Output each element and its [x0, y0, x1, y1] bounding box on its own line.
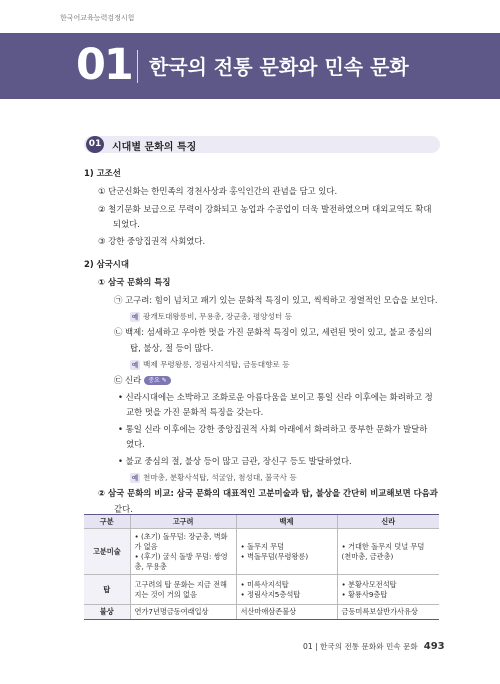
goguryeo-example-text: 광개토대왕릉비, 무용총, 장군총, 평양성터 등	[143, 312, 292, 321]
silla-label: ㉢ 신라	[114, 375, 142, 385]
samguk-heading: 2) 삼국시대	[84, 259, 129, 269]
silla-example-text: 천마총, 분황사석탑, 석굴암, 첨성대, 불국사 등	[143, 473, 297, 482]
table-cell	[236, 575, 337, 605]
chapter-banner	[0, 33, 500, 99]
row-label: 고분미술	[84, 529, 130, 575]
section-header	[84, 136, 440, 153]
gojoseon-heading: 1) 고조선	[84, 168, 121, 178]
table-cell	[130, 529, 236, 575]
silla-example	[130, 472, 297, 483]
cell-line: • 정림사지5층석탑	[240, 589, 301, 599]
cell-line: • 분황사모전석탑	[341, 579, 397, 589]
table-cell	[337, 605, 439, 620]
table-cell	[337, 575, 439, 605]
cell-line: 금동미륵보살반가사유상	[341, 607, 418, 616]
page-footer	[303, 641, 445, 652]
banner-divider	[137, 50, 138, 83]
table-cell	[236, 605, 337, 620]
footer-chapter-label: 01 | 한국의 전통 문화와 민속 문화	[303, 642, 418, 651]
samguk-features-heading: ① 삼국 문화의 특징	[98, 277, 171, 287]
chapter-title: 한국의 전통 문화와 민속 문화	[149, 55, 409, 79]
baekje-example-text: 백제 무령왕릉, 정림사지석탑, 금동대향로 등	[143, 360, 290, 369]
table-header: 신라	[337, 515, 439, 529]
book-series-label: 한국어교육능력검정시험	[60, 14, 135, 22]
table-row	[84, 575, 439, 605]
silla-point-3: • 불교 중심의 절, 불상 등이 많고 금관, 장신구 등도 발달하였다.	[118, 456, 352, 466]
silla-point-2: • 통일 신라 이후에는 강한 중앙집권적 사회 아래에서 화려하고 풍부한 문화가 발달하	[118, 424, 428, 434]
goguryeo-example	[130, 311, 292, 322]
gojoseon-point-1: ① 단군신화는 한민족의 경천사상과 홍익인간의 관념을 담고 있다.	[98, 186, 338, 196]
silla-point-2-cont: 였다.	[126, 439, 145, 449]
table-header-row	[84, 515, 439, 529]
table-cell	[130, 605, 236, 620]
table-cell	[236, 529, 337, 575]
baekje-feature: ㉡ 백제: 섬세하고 우아한 멋을 가진 문화적 특징이 있고, 세련된 멋이 있고, 불교 중심의	[114, 327, 433, 337]
goguryeo-feature: ㉠ 고구려: 힘이 넘치고 패기 있는 문화적 특징이 있고, 씩씩하고 정열적인 모습을 보인다.	[114, 295, 438, 305]
cell-line: • 거대한 돌무지 덧널 무덤 (천마총, 금관총)	[341, 541, 425, 561]
silla-feature-heading	[114, 374, 171, 387]
cell-line: 연가7년명금동여래입상	[134, 607, 209, 616]
silla-point-1-cont: 교한 멋을 가진 문화적 특징을 갖는다.	[126, 407, 264, 417]
gojoseon-point-2-cont: 되었다.	[113, 219, 140, 229]
silla-point-1: • 신라시대에는 소박하고 조화로운 아름다움을 보이고 통일 신라 이후에는 화려하고 정	[118, 392, 433, 402]
table-cell	[130, 575, 236, 605]
section-number-badge: 01	[86, 136, 104, 153]
baekje-example	[130, 359, 290, 370]
table-header: 고구려	[130, 515, 236, 529]
baekje-feature-cont: 탑, 불상, 절 등이 많다.	[130, 343, 214, 353]
table-row	[84, 605, 439, 620]
cell-line: 서산마애삼존불상	[240, 607, 297, 616]
cell-line: • 벽돌무덤(무령왕릉)	[240, 551, 309, 561]
table-header: 백제	[236, 515, 337, 529]
cell-line: • (후기) 굴식 돌방 무덤: 쌍영총, 무용총	[134, 551, 228, 571]
chapter-number: 01	[76, 40, 132, 90]
cell-line: 고구려의 탑 문화는 지금 전해지는 것이 거의 없음	[134, 579, 227, 599]
row-label: 불상	[84, 605, 130, 620]
example-icon: 예	[131, 474, 139, 482]
table-header: 구분	[84, 515, 130, 529]
important-badge: 중요 ✎	[144, 376, 171, 385]
comparison-table	[84, 514, 439, 620]
table-row	[84, 529, 439, 575]
section-title: 시대별 문화의 특징	[112, 142, 197, 153]
gojoseon-point-3: ③ 강한 중앙집권적 사회였다.	[98, 236, 206, 246]
samguk-comparison-cont: 같다.	[114, 504, 133, 514]
page-number: 493	[423, 641, 445, 652]
row-label: 탑	[84, 575, 130, 605]
example-icon: 예	[131, 313, 139, 321]
cell-line: • (초기) 돌무덤: 장군총, 벽화가 없음	[134, 531, 228, 551]
table-cell	[337, 529, 439, 575]
cell-line: • 돌무지 무덤	[240, 541, 285, 551]
cell-line: • 미륵사지석탑	[240, 579, 289, 589]
samguk-comparison-heading: ② 삼국 문화의 비교: 삼국 문화의 대표적인 고분미술과 탑, 불상을 간단히 비교해보면 다음과	[98, 488, 438, 498]
example-icon: 예	[131, 361, 139, 369]
cell-line: • 황룡사9층탑	[341, 589, 388, 599]
gojoseon-point-2: ② 철기문화 보급으로 무력이 강화되고 농업과 수공업이 더욱 발전하였으며 대외교역도 확대	[98, 204, 432, 214]
